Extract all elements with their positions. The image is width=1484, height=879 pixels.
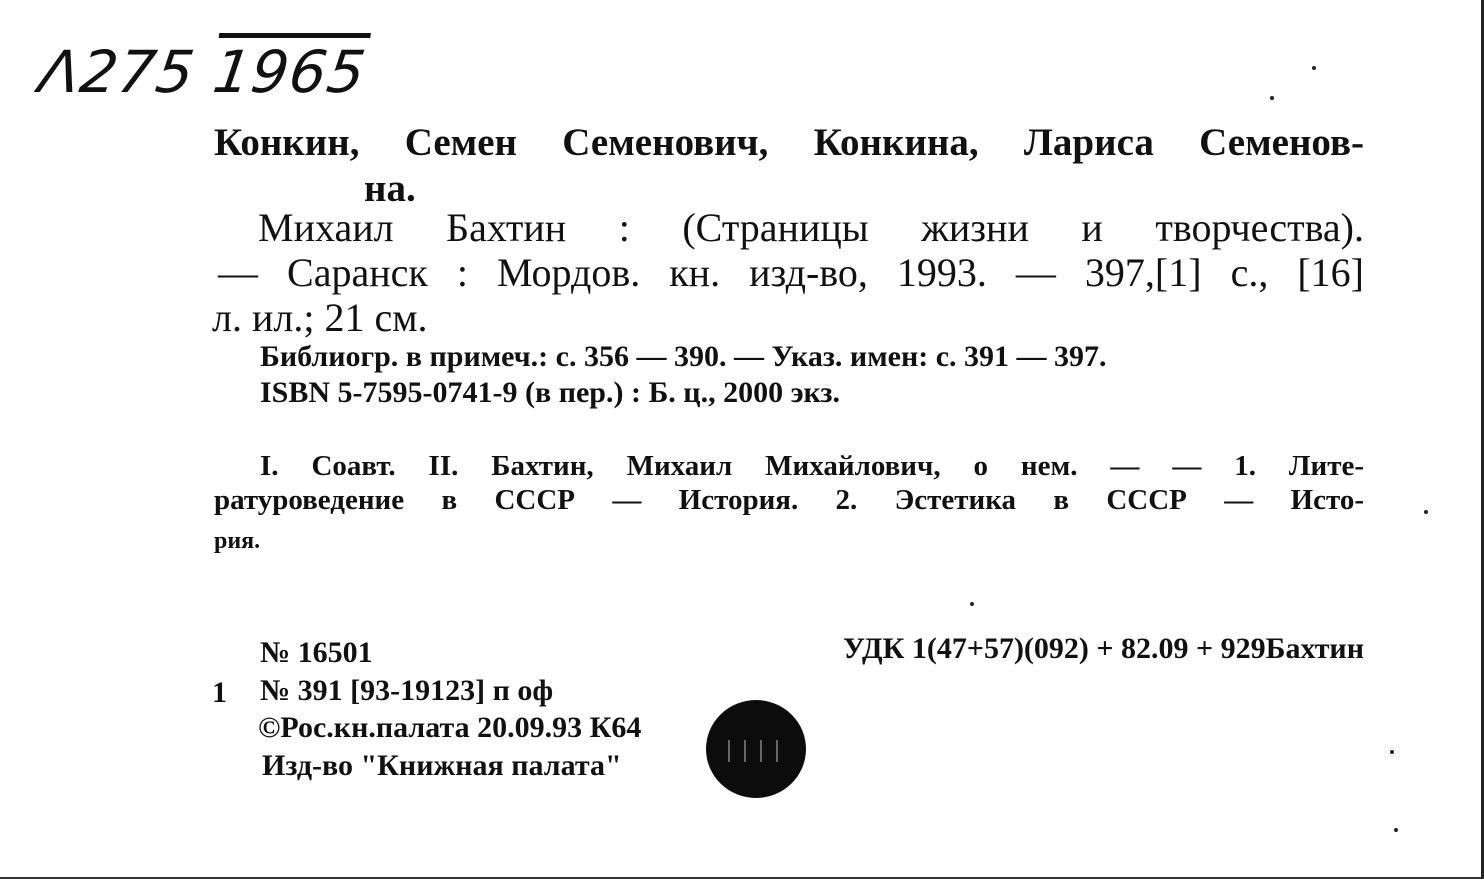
tracing-line-1: I. Соавт. II. Бахтин, Михаил Михайлович, о нем. — — 1. Лите- [260, 450, 1364, 482]
speck [1394, 828, 1398, 832]
title-line-1: Михаил Бахтин : (Страницы жизни и творчества). [258, 205, 1364, 250]
heading-line-1: Конкин, Семен Семенович, Конкина, Лариса Семенов- [214, 121, 1364, 164]
speck [1270, 96, 1274, 100]
speck [970, 602, 974, 606]
title-line-3: л. ил.; 21 см. [212, 295, 428, 340]
handwritten-shelfmark [35, 38, 370, 106]
shelfmark-part1: Λ275 [35, 38, 200, 106]
speck [1390, 750, 1394, 754]
speck [1312, 66, 1316, 70]
bibliography-note: Библиогр. в примеч.: с. 356 — 390. — Указ. имен: с. 391 — 397. [260, 340, 1107, 373]
tracing-line-2: ратуроведение в СССР — История. 2. Эстетика в СССР — Исто- [214, 484, 1364, 516]
speck [1424, 510, 1428, 514]
heading-line-2: на. [364, 167, 416, 210]
udc-classification: УДК 1(47+57)(092) + 82.09 + 929Бахтин [842, 632, 1364, 665]
publisher-line: Изд-во "Книжная палата" [262, 749, 622, 782]
card-number: № 16501 [260, 636, 373, 669]
title-line-2: — Саранск : Мордов. кн. изд-во, 1993. — 397,[1] с., [16] [218, 250, 1364, 295]
margin-mark: 1 [212, 676, 227, 709]
tracing-line-3: рия. [214, 528, 261, 554]
isbn-line: ISBN 5-7595-0741-9 (в пер.) : Б. ц., 2000 экз. [260, 376, 840, 409]
shelfmark-part2: 1965 [209, 38, 371, 106]
copyright-line: ©Рос.кн.палата 20.09.93 К64 [258, 711, 642, 744]
ink-stamp [706, 700, 806, 798]
order-line: № 391 [93-19123] п оф [260, 674, 554, 707]
